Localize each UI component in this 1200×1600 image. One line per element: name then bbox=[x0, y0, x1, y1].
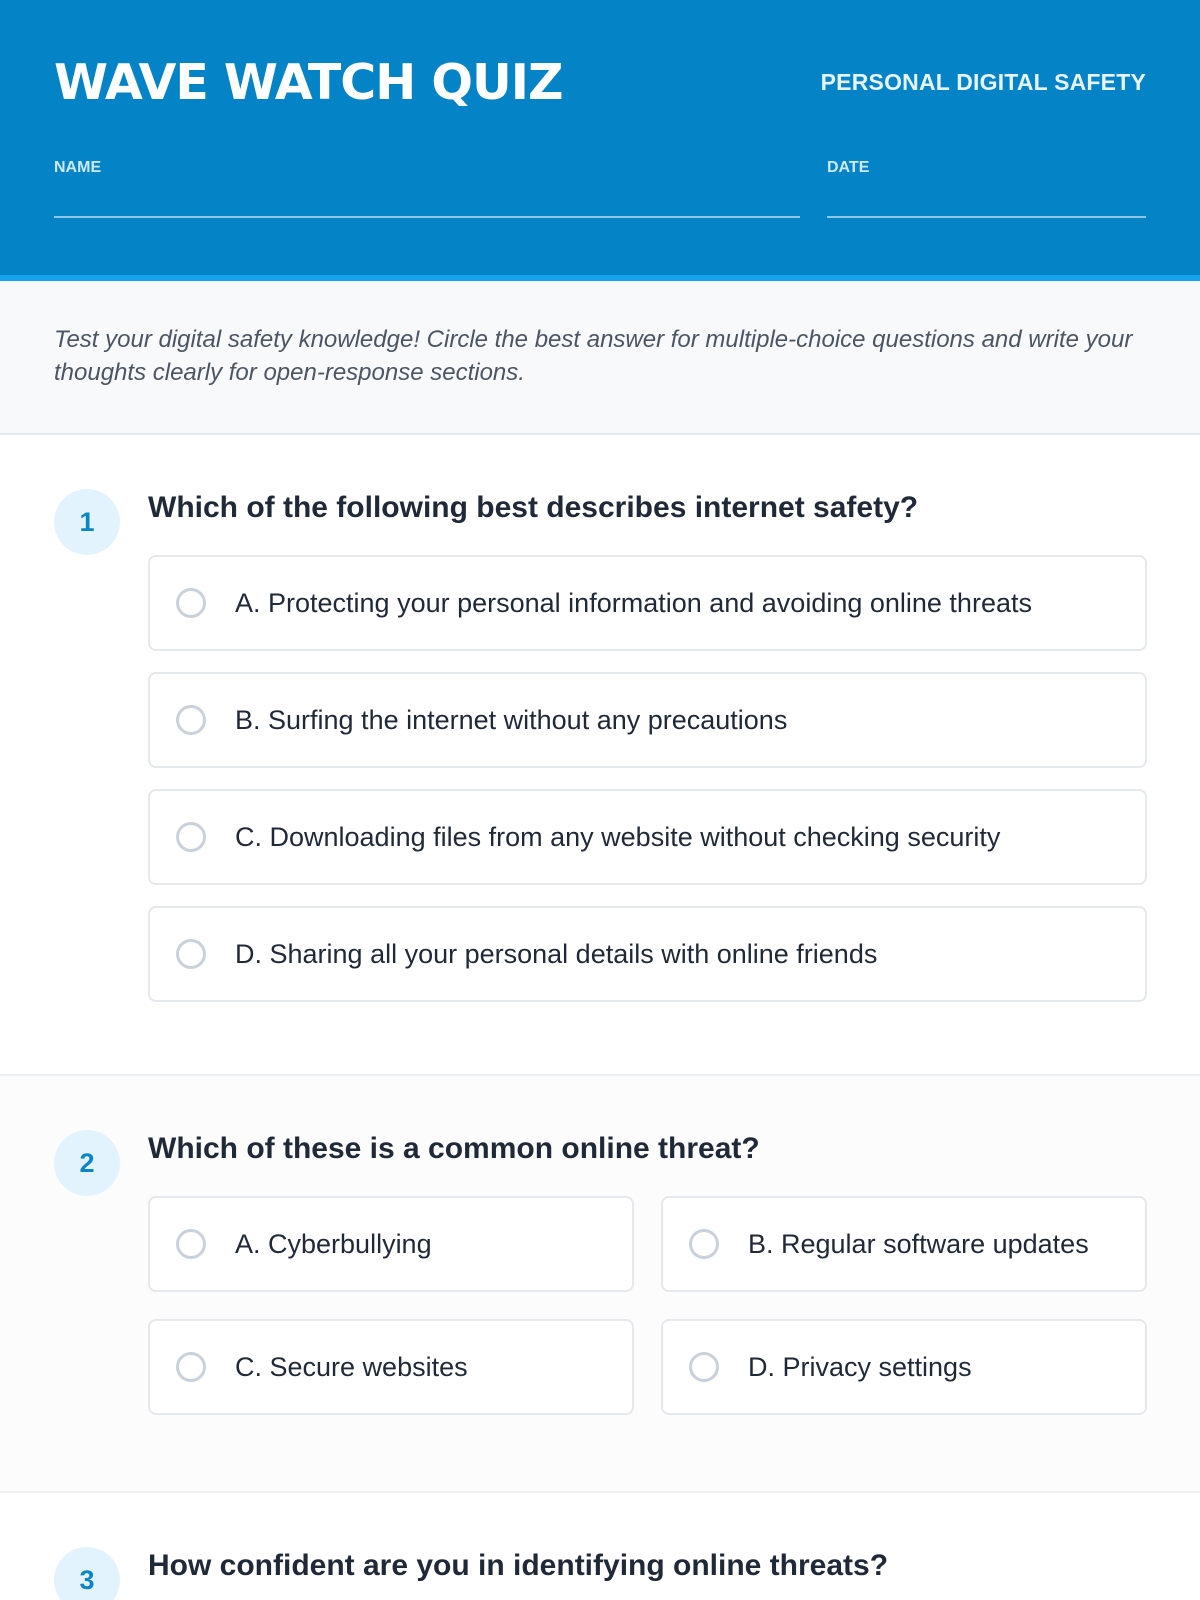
question-2 bbox=[0, 1076, 1200, 1493]
option-b[interactable] bbox=[661, 1196, 1147, 1292]
question-number-badge: 3 bbox=[54, 1547, 120, 1600]
answer-options bbox=[148, 1196, 1147, 1415]
name-label: NAME bbox=[54, 159, 102, 176]
question-1 bbox=[0, 435, 1200, 1076]
radio-button[interactable] bbox=[176, 1229, 206, 1259]
question-text: Which of the following best describes internet safety? bbox=[148, 491, 919, 524]
radio-button[interactable] bbox=[689, 1352, 719, 1382]
option-c[interactable] bbox=[148, 789, 1147, 885]
answer-options bbox=[148, 555, 1147, 1002]
question-text: How confident are you in identifying online threats? bbox=[148, 1549, 889, 1582]
option-d[interactable] bbox=[661, 1319, 1147, 1415]
header-top bbox=[54, 0, 1146, 114]
radio-button[interactable] bbox=[176, 705, 206, 735]
instructions-section bbox=[0, 281, 1200, 435]
question-number-badge: 2 bbox=[54, 1130, 120, 1196]
quiz-header bbox=[0, 0, 1200, 281]
question-text: Which of these is a common online threat? bbox=[148, 1132, 760, 1165]
date-label: DATE bbox=[827, 159, 870, 176]
question-number-badge: 1 bbox=[54, 489, 120, 555]
radio-button[interactable] bbox=[176, 822, 206, 852]
date-field[interactable] bbox=[827, 158, 1146, 218]
option-c[interactable] bbox=[148, 1319, 634, 1415]
option-label: D. Sharing all your personal details with online friends bbox=[235, 938, 878, 969]
option-label: C. Downloading files from any website without checking security bbox=[235, 821, 1001, 852]
option-label: A. Cyberbullying bbox=[235, 1228, 432, 1259]
option-d[interactable] bbox=[148, 906, 1147, 1002]
option-label: B. Regular software updates bbox=[748, 1228, 1089, 1259]
radio-button[interactable] bbox=[176, 939, 206, 969]
date-line[interactable] bbox=[827, 216, 1146, 218]
option-label: A. Protecting your personal information and avoiding online threats bbox=[235, 587, 1032, 618]
radio-button[interactable] bbox=[176, 1352, 206, 1382]
quiz-title: WAVE WATCH QUIZ bbox=[54, 54, 563, 111]
question-body bbox=[148, 489, 1147, 1002]
name-field[interactable] bbox=[54, 158, 800, 218]
option-label: C. Secure websites bbox=[235, 1351, 468, 1382]
quiz-subtitle: PERSONAL DIGITAL SAFETY bbox=[820, 69, 1146, 95]
option-label: B. Surfing the internet without any precautions bbox=[235, 704, 788, 735]
instructions-text: Test your digital safety knowledge! Circle the best answer for multiple-choice questions and write your thoughts clearly for open-response sections. bbox=[54, 326, 1133, 386]
question-body bbox=[148, 1130, 1147, 1415]
option-a[interactable] bbox=[148, 555, 1147, 651]
question-3 bbox=[0, 1493, 1200, 1595]
question-body bbox=[148, 1547, 1147, 1585]
student-fields bbox=[54, 158, 1146, 218]
radio-button[interactable] bbox=[176, 588, 206, 618]
radio-button[interactable] bbox=[689, 1229, 719, 1259]
option-label: D. Privacy settings bbox=[748, 1351, 972, 1382]
option-b[interactable] bbox=[148, 672, 1147, 768]
name-line[interactable] bbox=[54, 216, 800, 218]
option-a[interactable] bbox=[148, 1196, 634, 1292]
